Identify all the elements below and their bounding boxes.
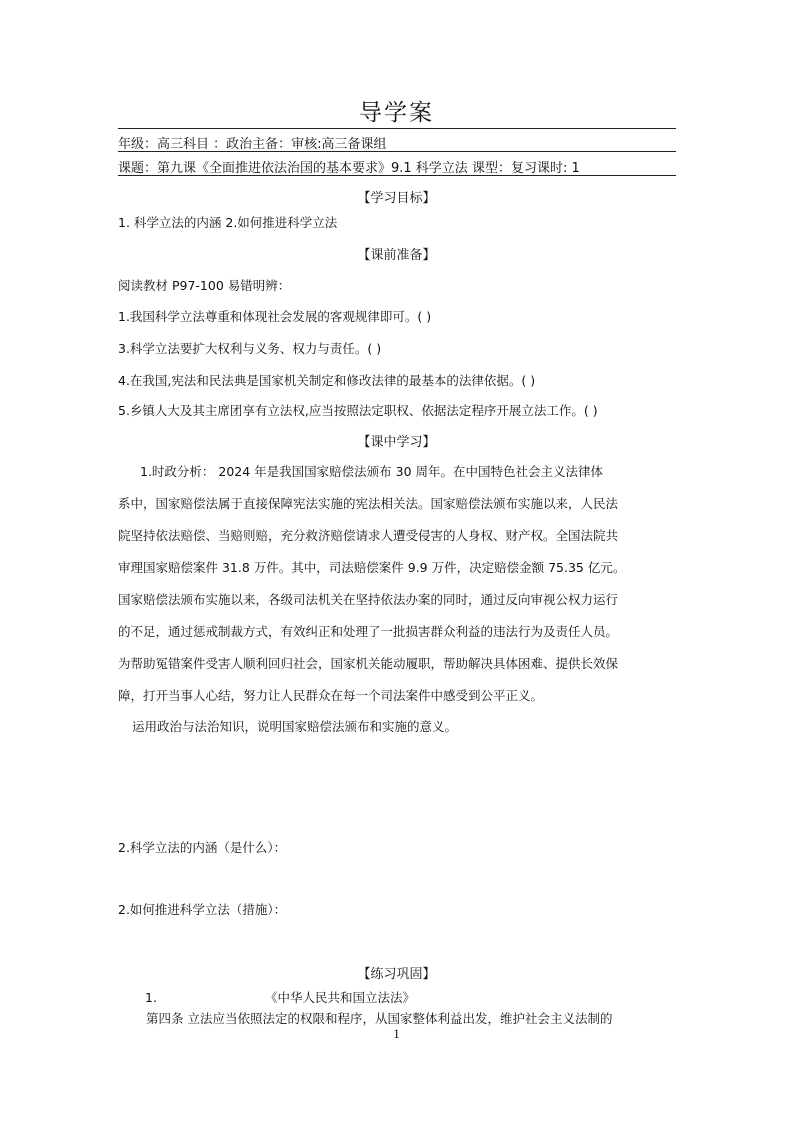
prep-item: 3.科学立法要扩大权利与义务、权力与责任。( ) <box>118 341 382 356</box>
practice-law-title: 《中华人民共和国立法法》 <box>265 990 416 1005</box>
practice-number: 1. <box>145 990 157 1005</box>
section-goals-heading: 【学习目标】 <box>357 191 436 206</box>
header-divider <box>118 151 676 152</box>
passage-line: 系中，国家赔偿法属于直接保障宪法实施的宪法相关法。国家赔偿法颁布实施以来，人民法 <box>118 496 619 511</box>
page-number: 1 <box>393 1026 400 1041</box>
passage-line: 院坚持依法赔偿、当赔则赔，充分救济赔偿请求人遭受侵害的人身权、财产权。全国法院共 <box>118 528 619 543</box>
passage-line: 障，打开当事人心结，努力让人民群众在每一个司法案件中感受到公平正义。 <box>118 688 544 703</box>
passage-line: 的不足，通过惩戒制裁方式，有效纠正和处理了一批损害群众利益的违法行为及责任人员。 <box>118 624 619 639</box>
section-prep-heading: 【课前准备】 <box>357 248 436 263</box>
passage-line: 1.时政分析： 2024 年是我国国家赔偿法颁布 30 周年。在中国特色社会主义法律体 <box>140 464 604 479</box>
section-practice-heading: 【练习巩固】 <box>357 967 436 982</box>
prep-item: 1.我国科学立法尊重和体现社会发展的客观规律即可。( ) <box>118 309 432 324</box>
prep-item: 5.乡镇人大及其主席团享有立法权,应当按照法定职权、依据法定程序开展立法工作。( ) <box>118 403 598 418</box>
passage-line: 国家赔偿法颁布实施以来，各级司法机关在坚持依法办案的同时，通过反向审视公权力运行 <box>118 592 619 607</box>
passage-question: 运用政治与法治知识，说明国家赔偿法颁布和实施的意义。 <box>132 719 458 734</box>
title-underline <box>118 128 676 129</box>
goals-text: 1. 科学立法的内涵 2.如何推进科学立法 <box>118 215 338 230</box>
prep-intro: 阅读教材 P97-100 易错明辨： <box>118 278 291 293</box>
question-measures: 2.如何推进科学立法（措施）： <box>118 902 287 917</box>
page-title: 导学案 <box>359 100 434 126</box>
header-divider-2 <box>118 175 676 176</box>
passage-line: 审理国家赔偿案件 31.8 万件。其中，司法赔偿案件 9.9 万件，决定赔偿金额 75.35 亿元。 <box>118 560 626 575</box>
practice-article: 第四条 立法应当依照法定的权限和程序，从国家整体利益出发，维护社会主义法制的 <box>146 1011 613 1026</box>
question-meaning: 2.科学立法的内涵（是什么）： <box>118 840 287 855</box>
passage-line: 为帮助冤错案件受害人顺利回归社会，国家机关能动履职，帮助解决具体困难、提供长效保 <box>118 656 619 671</box>
section-class-heading: 【课中学习】 <box>357 435 436 450</box>
prep-item: 4.在我国,宪法和民法典是国家机关制定和修改法律的最基本的法律依据。( ) <box>118 373 536 388</box>
header-grade-line: 年级：高三科目 ：政治主备：审核:高三备课组 <box>118 137 387 152</box>
header-topic-line: 课题：第九课《全面推进依法治国的基本要求》9.1 科学立法 课型：复习课时: 1 <box>118 161 580 176</box>
